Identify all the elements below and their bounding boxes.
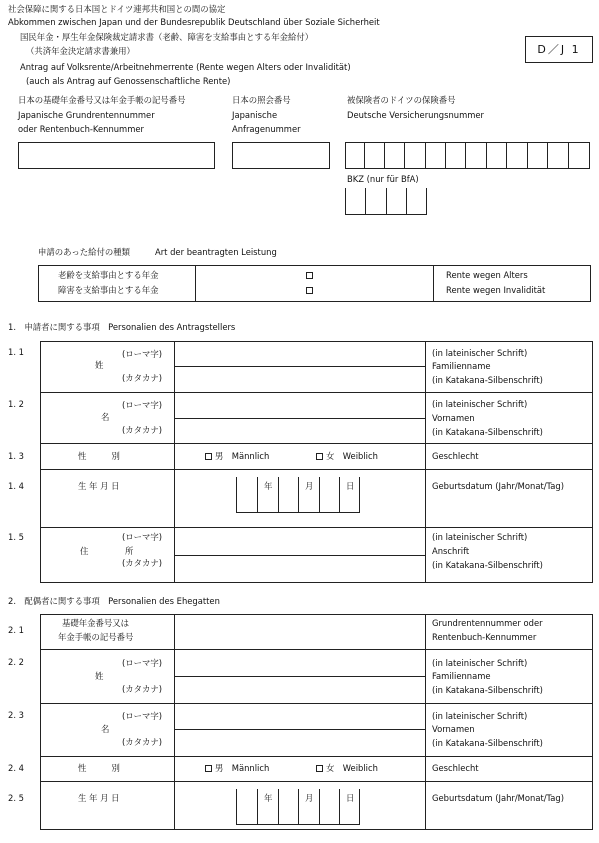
katakana-script-label: (in Katakana-Silbenschrift) bbox=[432, 685, 543, 695]
spouse-female-option[interactable] bbox=[316, 764, 378, 774]
spouse-female-checkbox[interactable] bbox=[316, 765, 323, 772]
birth-date-label: 生 年 月 日 bbox=[78, 481, 120, 491]
row-number: 1. 1 bbox=[8, 347, 24, 357]
form-subtitle-ja: （共済年金決定請求書兼用） bbox=[26, 46, 135, 56]
address-label-2: 所 bbox=[125, 546, 134, 556]
benefit-invalidity-label-ja: 障害を支給事由とする年金 bbox=[58, 285, 159, 295]
male-label: 男 Männlich bbox=[215, 763, 270, 773]
address-label-1: 住 bbox=[80, 546, 89, 556]
de-insurance-number-label-ja: 被保険者のドイツの保険番号 bbox=[347, 95, 456, 105]
spouse-given-name-label-de: Vornamen bbox=[432, 724, 475, 734]
romaji-sublabel: (ローマ字) bbox=[122, 349, 163, 359]
spouse-male-checkbox[interactable] bbox=[205, 765, 212, 772]
katakana-sublabel: (カタカナ) bbox=[122, 737, 163, 747]
year-label: 年 bbox=[264, 793, 273, 803]
romaji-sublabel: (ローマ字) bbox=[122, 658, 163, 668]
romaji-sublabel: (ローマ字) bbox=[122, 532, 163, 542]
day-label: 日 bbox=[346, 481, 355, 491]
benefit-invalidity-label-de: Rente wegen Invalidität bbox=[446, 285, 546, 295]
address-label-de: Anschrift bbox=[432, 546, 470, 556]
jp-pension-number-label-de: Japanische Grundrentennummer bbox=[18, 110, 155, 120]
spouse-birth-date-field[interactable] bbox=[237, 807, 359, 823]
male-label: 男 Männlich bbox=[215, 451, 270, 461]
female-label: 女 Weiblich bbox=[326, 451, 378, 461]
row-number: 1. 3 bbox=[8, 451, 24, 461]
given-name-romaji-field[interactable] bbox=[176, 393, 423, 417]
surname-katakana-field[interactable] bbox=[176, 367, 423, 391]
latin-script-label: (in lateinischer Schrift) bbox=[432, 711, 528, 721]
latin-script-label: (in lateinischer Schrift) bbox=[432, 658, 528, 668]
spouse-birth-date-label-de: Geburtsdatum (Jahr/Monat/Tag) bbox=[432, 793, 564, 803]
surname-label: 姓 bbox=[95, 360, 104, 370]
katakana-sublabel: (カタカナ) bbox=[122, 425, 163, 435]
katakana-script-label: (in Katakana-Silbenschrift) bbox=[432, 738, 543, 748]
female-label: 女 Weiblich bbox=[326, 763, 378, 773]
form-title-ja: 国民年金・厚生年金保険裁定請求書（老齢、障害を支給事由とする年金給付） bbox=[20, 32, 314, 42]
katakana-script-label: (in Katakana-Silbenschrift) bbox=[432, 560, 543, 570]
sex-label-de: Geschlecht bbox=[432, 451, 479, 461]
given-name-label-de: Vornamen bbox=[432, 413, 475, 423]
spouse-pension-number-label-de2: Rentenbuch-Kennummer bbox=[432, 632, 537, 642]
katakana-script-label: (in Katakana-Silbenschrift) bbox=[432, 375, 543, 385]
form-code-box bbox=[525, 36, 593, 63]
bkz-label: BKZ (nur für BfA) bbox=[347, 174, 419, 184]
birth-date-field[interactable] bbox=[237, 495, 359, 511]
de-insurance-number-label-de: Deutsche Versicherungsnummer bbox=[347, 110, 484, 120]
jp-inquiry-number-label-de2: Anfragenummer bbox=[232, 124, 301, 134]
jp-inquiry-number-label-ja: 日本の照会番号 bbox=[232, 95, 291, 105]
female-checkbox[interactable] bbox=[316, 453, 323, 460]
surname-romaji-field[interactable] bbox=[176, 342, 423, 365]
katakana-script-label: (in Katakana-Silbenschrift) bbox=[432, 427, 543, 437]
spouse-surname-katakana-field[interactable] bbox=[176, 677, 423, 702]
spouse-pension-number-label-de: Grundrentennummer oder bbox=[432, 618, 543, 628]
spouse-sex-label-de: Geschlecht bbox=[432, 763, 479, 773]
spouse-surname-label: 姓 bbox=[95, 671, 104, 681]
spouse-male-option[interactable] bbox=[205, 764, 269, 774]
row-number: 2. 1 bbox=[8, 625, 24, 635]
benefit-type-title-ja: 申請のあった給付の種類 bbox=[38, 247, 131, 257]
spouse-pension-number-field[interactable] bbox=[176, 615, 423, 648]
given-name-katakana-field[interactable] bbox=[176, 419, 423, 442]
katakana-sublabel: (カタカナ) bbox=[122, 558, 163, 568]
katakana-sublabel: (カタカナ) bbox=[122, 684, 163, 694]
spouse-given-name-romaji-field[interactable] bbox=[176, 704, 423, 728]
month-label: 月 bbox=[305, 481, 314, 491]
agreement-title-ja: 社会保障に関する日本国とドイツ連邦共和国との間の協定 bbox=[8, 4, 226, 14]
latin-script-label: (in lateinischer Schrift) bbox=[432, 399, 528, 409]
spouse-given-name-label: 名 bbox=[101, 724, 110, 734]
row-number: 2. 5 bbox=[8, 793, 24, 803]
benefit-invalidity-checkbox[interactable] bbox=[306, 287, 313, 294]
benefit-old-age-label-ja: 老齢を支給事由とする年金 bbox=[58, 270, 159, 280]
form-code: D／J 1 bbox=[537, 43, 581, 56]
male-checkbox[interactable] bbox=[205, 453, 212, 460]
female-option[interactable] bbox=[316, 452, 378, 462]
agreement-title-de: Abkommen zwischen Japan und der Bundesrepublik Deutschland über Soziale Sicherheit bbox=[8, 17, 380, 27]
birth-date-label-de: Geburtsdatum (Jahr/Monat/Tag) bbox=[432, 481, 564, 491]
spouse-birth-date-label: 生 年 月 日 bbox=[78, 793, 120, 803]
spouse-pension-number-label-ja2: 年金手帳の記号番号 bbox=[58, 632, 134, 642]
latin-script-label: (in lateinischer Schrift) bbox=[432, 348, 528, 358]
address-romaji-field[interactable] bbox=[176, 528, 423, 554]
spouse-surname-label-de: Familienname bbox=[432, 671, 491, 681]
row-number: 2. 2 bbox=[8, 657, 24, 667]
row-number: 2. 3 bbox=[8, 710, 24, 720]
jp-pension-number-label-de2: oder Rentenbuch-Kennummer bbox=[18, 124, 144, 134]
sex-label: 性 別 bbox=[78, 451, 120, 461]
year-label: 年 bbox=[264, 481, 273, 491]
month-label: 月 bbox=[305, 793, 314, 803]
romaji-sublabel: (ローマ字) bbox=[122, 711, 163, 721]
section2-title: 2. 配偶者に関する事項 Personalien des Ehegatten bbox=[8, 596, 220, 606]
de-insurance-number-field[interactable] bbox=[345, 142, 590, 169]
row-number: 2. 4 bbox=[8, 763, 24, 773]
day-label: 日 bbox=[346, 793, 355, 803]
romaji-sublabel: (ローマ字) bbox=[122, 400, 163, 410]
benefit-old-age-label-de: Rente wegen Alters bbox=[446, 270, 528, 280]
given-name-label: 名 bbox=[101, 412, 110, 422]
jp-pension-number-label-ja: 日本の基礎年金番号又は年金手帳の記号番号 bbox=[18, 95, 186, 105]
spouse-surname-romaji-field[interactable] bbox=[176, 650, 423, 675]
benefit-type-title-de: Art der beantragten Leistung bbox=[155, 247, 277, 257]
benefit-old-age-checkbox[interactable] bbox=[306, 272, 313, 279]
row-number: 1. 5 bbox=[8, 532, 24, 542]
row-number: 1. 2 bbox=[8, 399, 24, 409]
form-title-de: Antrag auf Volksrente/Arbeitnehmerrente (Rente wegen Alters oder Invalidität) bbox=[20, 62, 351, 72]
jp-pension-number-field[interactable] bbox=[18, 142, 215, 169]
surname-label-de: Familienname bbox=[432, 361, 491, 371]
form-subtitle-de: (auch als Antrag auf Genossenschaftliche Rente) bbox=[26, 76, 231, 86]
jp-inquiry-number-field[interactable] bbox=[232, 142, 330, 169]
row-number: 1. 4 bbox=[8, 481, 24, 491]
spouse-pension-number-label-ja: 基礎年金番号又は bbox=[62, 618, 129, 628]
spouse-sex-label: 性 別 bbox=[78, 763, 120, 773]
section1-title: 1. 申請者に関する事項 Personalien des Antragstellers bbox=[8, 322, 236, 332]
spouse-given-name-katakana-field[interactable] bbox=[176, 730, 423, 755]
male-option[interactable] bbox=[205, 452, 269, 462]
jp-inquiry-number-label-de: Japanische bbox=[232, 110, 278, 120]
address-katakana-field[interactable] bbox=[176, 556, 423, 582]
katakana-sublabel: (カタカナ) bbox=[122, 373, 163, 383]
latin-script-label: (in lateinischer Schrift) bbox=[432, 532, 528, 542]
